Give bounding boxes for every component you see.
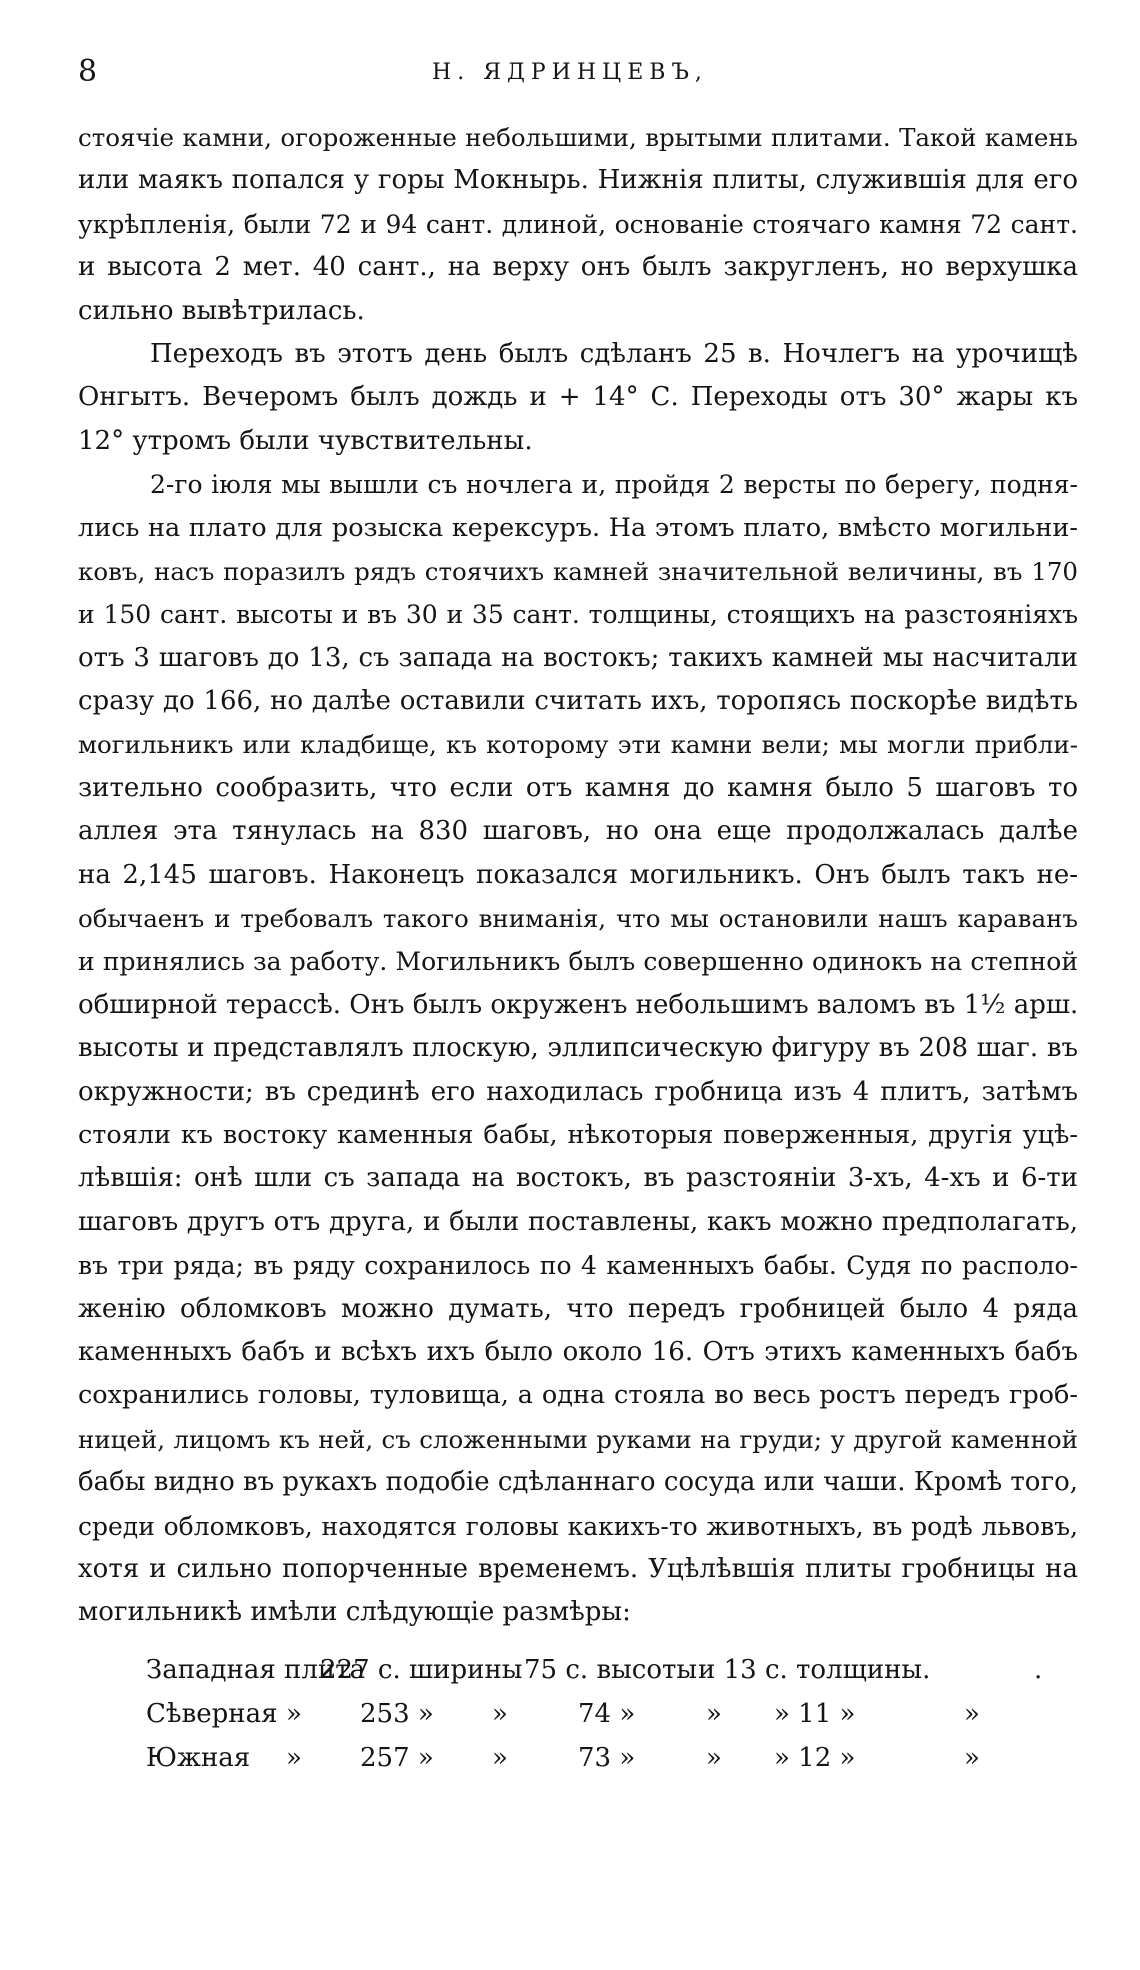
text-line: лѣвшія: онѣ шли съ запада на востокъ, въ разстояніи 3-хъ, 4-хъ и 6-ти: [78, 1163, 1078, 1194]
slab-height: 74 »: [578, 1699, 636, 1729]
ditto-mark: »: [706, 1743, 722, 1773]
ditto-mark: »: [964, 1699, 980, 1729]
ditto-mark: »: [492, 1743, 508, 1773]
slab-thickness: » 12 »: [774, 1743, 856, 1773]
text-line: хотя и сильно попорченные временемъ. Уцѣлѣвшія плиты гробницы на: [78, 1553, 1078, 1584]
measurement-row-north: [146, 1692, 1066, 1736]
text-line: на 2,145 шаговъ. Наконецъ показался могильникъ. Онъ былъ такъ не-: [78, 859, 1078, 890]
slab-width: 253 »: [360, 1699, 434, 1729]
slab-height: 75 с. высоты: [524, 1655, 698, 1685]
text-line: укрѣпленія, были 72 и 94 сант. длиной, основаніе стоячаго камня 72 сант.: [78, 209, 1078, 239]
slab-name: Западная плита: [146, 1655, 366, 1685]
ditto-mark: »: [492, 1699, 508, 1729]
slab-name: Южная: [146, 1743, 251, 1773]
slab-height: 73 »: [578, 1743, 636, 1773]
text-line: отъ 3 шаговъ до 13, съ запада на востокъ; такихъ камней мы насчитали: [78, 642, 1078, 673]
measurements-table: [146, 1648, 1066, 1780]
text-line: сразу до 166, но далѣе оставили считать ихъ, торопясь поскорѣе видѣть: [78, 686, 1078, 717]
text-line: лись на плато для розыска керексуръ. На этомъ плато, вмѣсто могильни-: [78, 512, 1078, 543]
text-line: въ три ряда; въ ряду сохранилось по 4 каменныхъ бабы. Судя по располо-: [78, 1251, 1078, 1281]
text-line: и 150 сант. высоты и въ 30 и 35 сант. толщины, стоящихъ на разстояніяхъ: [78, 600, 1078, 630]
text-line: окружности; въ срединѣ его находилась гробница изъ 4 плитъ, затѣмъ: [78, 1076, 1078, 1107]
text-line: бабы видно въ рукахъ подобіе сдѣланнаго сосуда или чаши. Кромѣ того,: [78, 1467, 1078, 1498]
ditto-mark: »: [286, 1743, 302, 1773]
row-end-mark: .: [1034, 1655, 1043, 1685]
measurement-row-south: [146, 1736, 1066, 1780]
slab-name: Сѣверная: [146, 1699, 278, 1729]
text-line: могильникѣ имѣли слѣдующіе размѣры:: [78, 1597, 631, 1628]
slab-width: 227 с. ширины: [320, 1655, 523, 1685]
text-line: Онгытъ. Вечеромъ былъ дождь и + 14° С. Переходы отъ 30° жары къ: [78, 382, 1078, 413]
text-line: каменныхъ бабъ и всѣхъ ихъ было около 16. Отъ этихъ каменныхъ бабъ: [78, 1336, 1078, 1367]
text-line: зительно сообразить, что если отъ камня до камня было 5 шаговъ то: [78, 772, 1078, 803]
measurement-row-west: [146, 1648, 1066, 1692]
text-line: обширной терассѣ. Онъ былъ окруженъ небольшимъ валомъ въ 1½ арш.: [78, 989, 1078, 1020]
text-line: среди обломковъ, находятся головы какихъ-то животныхъ, въ родѣ львовъ,: [78, 1511, 1078, 1541]
text-line: аллея эта тянулась на 830 шаговъ, но она еще продолжалась далѣе: [78, 816, 1078, 847]
text-line: стоячіе камни, огороженные небольшими, врытыми плитами. Такой камень: [78, 123, 1078, 152]
text-line: Переходъ въ этотъ день былъ сдѣланъ 25 в. Ночлегъ на урочищѣ: [150, 338, 1078, 369]
text-line: 2-го іюля мы вышли съ ночлега и, пройдя 2 версты по берегу, подня-: [150, 470, 1078, 500]
text-line: ницей, лицомъ къ ней, съ сложенными руками на груди; у другой каменной: [78, 1424, 1078, 1454]
ditto-mark: »: [706, 1699, 722, 1729]
ditto-mark: »: [286, 1699, 302, 1729]
slab-width: 257 »: [360, 1743, 434, 1773]
running-title: Н. ЯДРИНЦЕВЪ,: [432, 60, 708, 85]
text-line: и высота 2 мет. 40 сант., на верху онъ былъ закругленъ, но верхушка: [78, 252, 1078, 283]
text-line: 12° утромъ были чувствительны.: [78, 425, 533, 456]
slab-thickness: и 13 с. толщины.: [698, 1655, 931, 1685]
slab-thickness: » 11 »: [774, 1699, 856, 1729]
body-text: [78, 116, 1078, 1635]
page-number: 8: [78, 54, 98, 89]
text-line: стояли къ востоку каменныя бабы, нѣкоторыя поверженныя, другія уцѣ-: [78, 1119, 1078, 1150]
text-line: женію обломковъ можно думать, что передъ гробницей было 4 ряда: [78, 1293, 1078, 1324]
ditto-mark: »: [964, 1743, 980, 1773]
text-line: сохранились головы, туловища, а одна стояла во весь ростъ передъ гроб-: [78, 1380, 1078, 1411]
text-line: могильникъ или кладбище, къ которому эти камни вели; мы могли прибли-: [78, 730, 1078, 760]
text-line: или маякъ попался у горы Мокнырь. Нижнія плиты, служившія для его: [78, 165, 1078, 196]
running-head: [78, 54, 1062, 94]
text-line: ковъ, насъ поразилъ рядъ стоячихъ камней значительной величины, въ 170: [78, 556, 1078, 586]
text-line: обычаенъ и требовалъ такого вниманія, что мы остановили нашъ караванъ: [78, 904, 1078, 934]
text-line: и принялись за работу. Могильникъ былъ совершенно одинокъ на степной: [78, 947, 1078, 977]
text-line: высоты и представлялъ плоскую, эллипсическую фигуру въ 208 шаг. въ: [78, 1033, 1078, 1064]
text-line: шаговъ другъ отъ друга, и были поставлены, какъ можно предполагать,: [78, 1206, 1078, 1237]
text-line: сильно вывѣтрилась.: [78, 295, 365, 326]
